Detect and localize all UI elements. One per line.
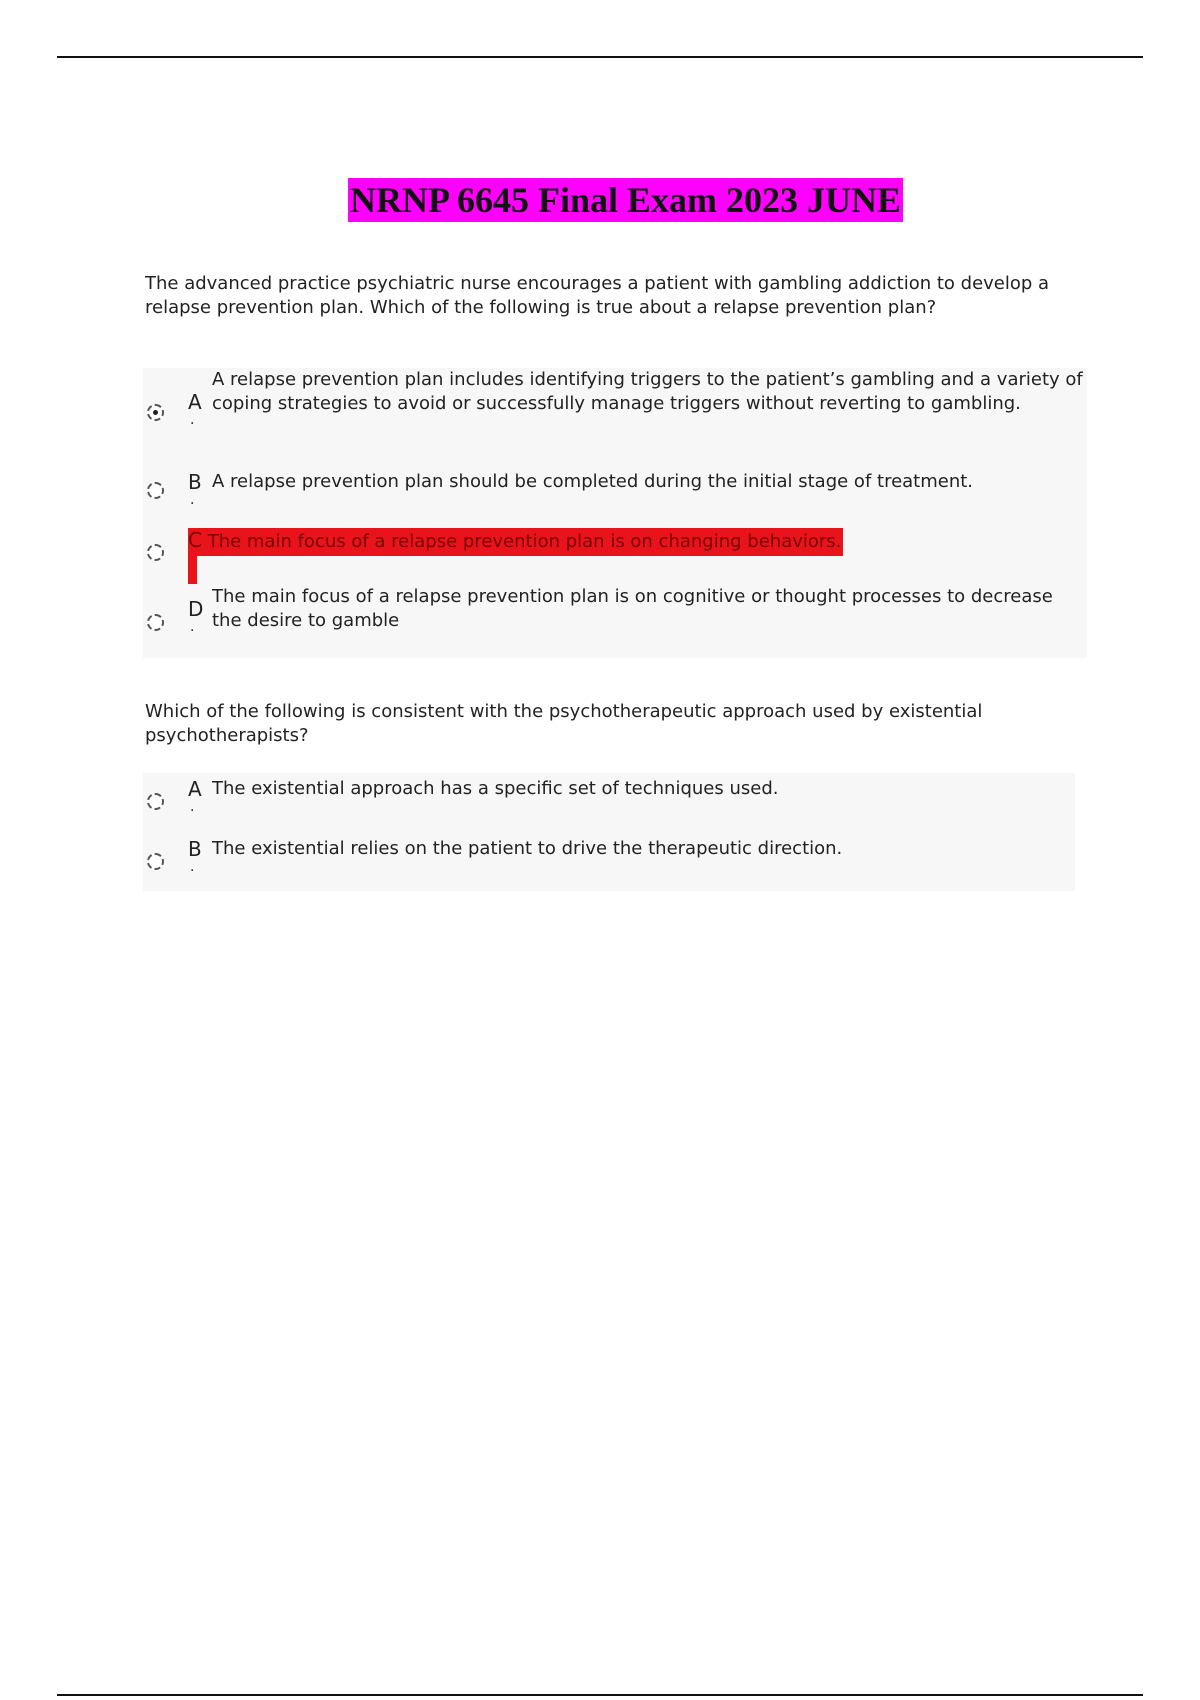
option-letter: B . [188,837,202,875]
option-text: The existential approach has a specific set of techniques used. [212,778,779,799]
option-letter: D . [188,597,204,635]
bottom-rule [57,1694,1143,1696]
option-text: A relapse prevention plan should be completed during the initial stage of treatment. [212,471,974,492]
option-letter: A . [188,777,202,815]
option-text: The main focus of a relapse prevention plan is on cognitive or thought processes to decrease the desire to gamble [212,586,1053,631]
question-1-text: The advanced practice psychiatric nurse encourages a patient with gambling addiction to develop a relapse prevention plan. Which of the following is true about a relapse prevention plan? [145,273,1050,318]
option-2b[interactable] [143,835,1075,885]
option-1c[interactable] [143,528,1087,584]
option-1d[interactable] [143,585,1087,651]
option-2a[interactable] [143,775,1075,825]
radio-button-checked-icon[interactable] [147,404,164,421]
radio-button-icon[interactable] [147,793,164,810]
question-1-options [143,368,1087,658]
option-text: A relapse prevention plan includes identifying triggers to the patient’s gambling and a variety of coping strategies to avoid or successfully manage triggers without reverting to gambling. [212,369,1083,414]
radio-button-icon[interactable] [147,482,164,499]
option-1a[interactable] [143,368,1087,448]
option-letter: B . [188,470,202,508]
question-2-options [143,773,1075,891]
option-1b[interactable] [143,468,1087,518]
top-rule [57,56,1143,58]
question-2-text: Which of the following is consistent with the psychotherapeutic approach used by existential psychotherapists? [145,701,983,746]
radio-button-icon[interactable] [147,544,164,561]
radio-button-icon[interactable] [147,853,164,870]
radio-button-icon[interactable] [147,614,164,631]
option-text: The existential relies on the patient to drive the therapeutic direction. [212,838,843,859]
highlighted-option-text: C The main focus of a relapse prevention plan is on changing behaviors. [188,528,843,556]
document-title: NRNP 6645 Final Exam 2023 JUNE [350,180,902,220]
option-letter: A . [188,390,202,428]
